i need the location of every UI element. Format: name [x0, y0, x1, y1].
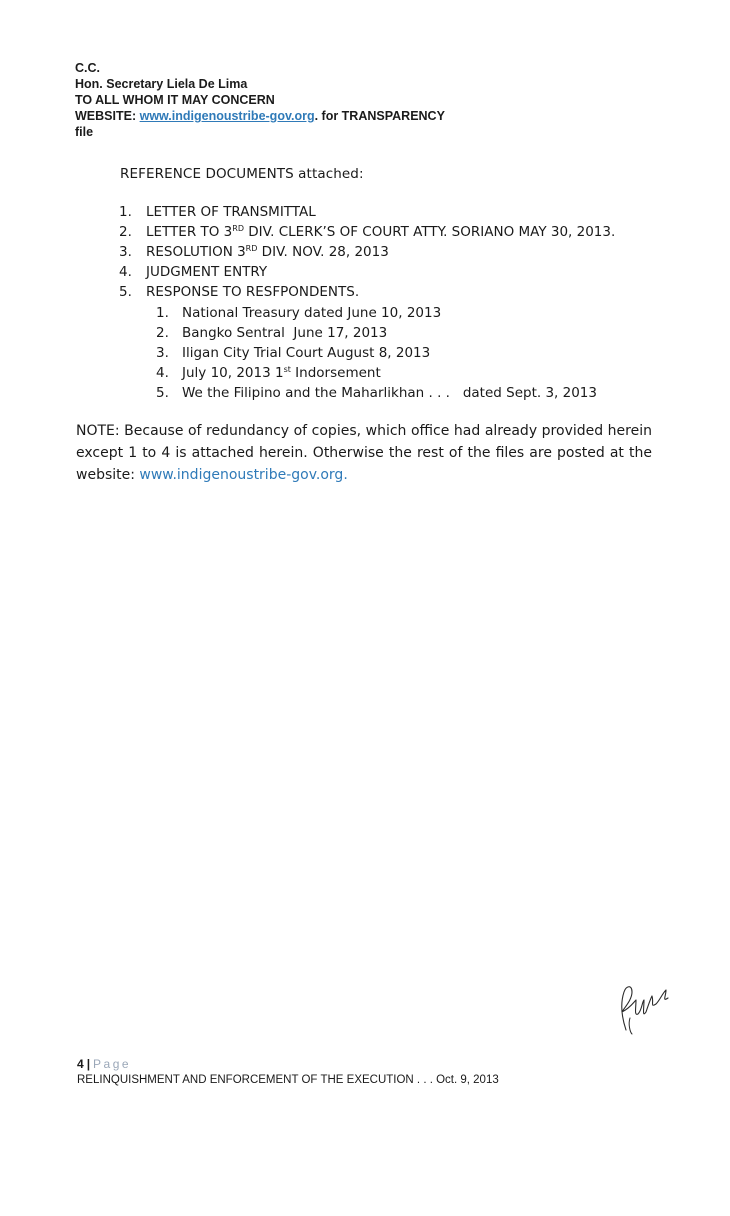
list-item: 5. RESPONSE TO RESFPONDENTS.	[119, 284, 360, 300]
reference-heading: REFERENCE DOCUMENTS attached:	[120, 166, 364, 182]
cc-concern: TO ALL WHOM IT MAY CONCERN	[75, 93, 275, 107]
sub-list-item: 3. Iligan City Trial Court August 8, 2013	[156, 345, 431, 361]
sub-list-item: 2. Bangko Sentral June 17, 2013	[156, 325, 388, 341]
cc-block	[75, 60, 445, 140]
signature-image	[612, 978, 674, 1036]
note-website-link[interactable]: www.indigenoustribe-gov.org.	[139, 467, 348, 483]
list-item: 1. LETTER OF TRANSMITTAL	[119, 204, 316, 220]
list-item: 3. RESOLUTION 3RD DIV. NOV. 28, 2013	[119, 244, 389, 260]
sub-list-item: 5. We the Filipino and the Maharlikhan . . . dated Sept. 3, 2013	[156, 385, 597, 401]
cc-website-line	[75, 108, 445, 124]
note-paragraph	[76, 420, 652, 486]
cc-label: C.C.	[75, 61, 100, 75]
note-text: NOTE: Because of redundancy of copies, which office had already provided herein except 1 to 4 is attached herein. Otherwise the rest of the files are posted at the website:	[76, 423, 652, 483]
sub-list-item: 1. National Treasury dated June 10, 2013	[156, 305, 442, 321]
cc-file: file	[75, 125, 94, 139]
footer-title: RELINQUISHMENT AND ENFORCEMENT OF THE EXECUTION . . . Oct. 9, 2013	[77, 1074, 499, 1086]
footer-page-number: 4 | Page	[77, 1057, 132, 1071]
website-label: WEBSITE:	[75, 109, 137, 123]
website-suffix: . for TRANSPARENCY	[314, 109, 445, 123]
sub-list-item: 4. July 10, 2013 1st Indorsement	[156, 365, 381, 381]
cc-recipient: Hon. Secretary Liela De Lima	[75, 77, 248, 91]
list-item: 4. JUDGMENT ENTRY	[119, 264, 268, 280]
list-item: 2. LETTER TO 3RD DIV. CLERK’S OF COURT ATTY. SORIANO MAY 30, 2013.	[119, 224, 616, 240]
website-link[interactable]: www.indigenoustribe-gov.org	[139, 109, 315, 123]
